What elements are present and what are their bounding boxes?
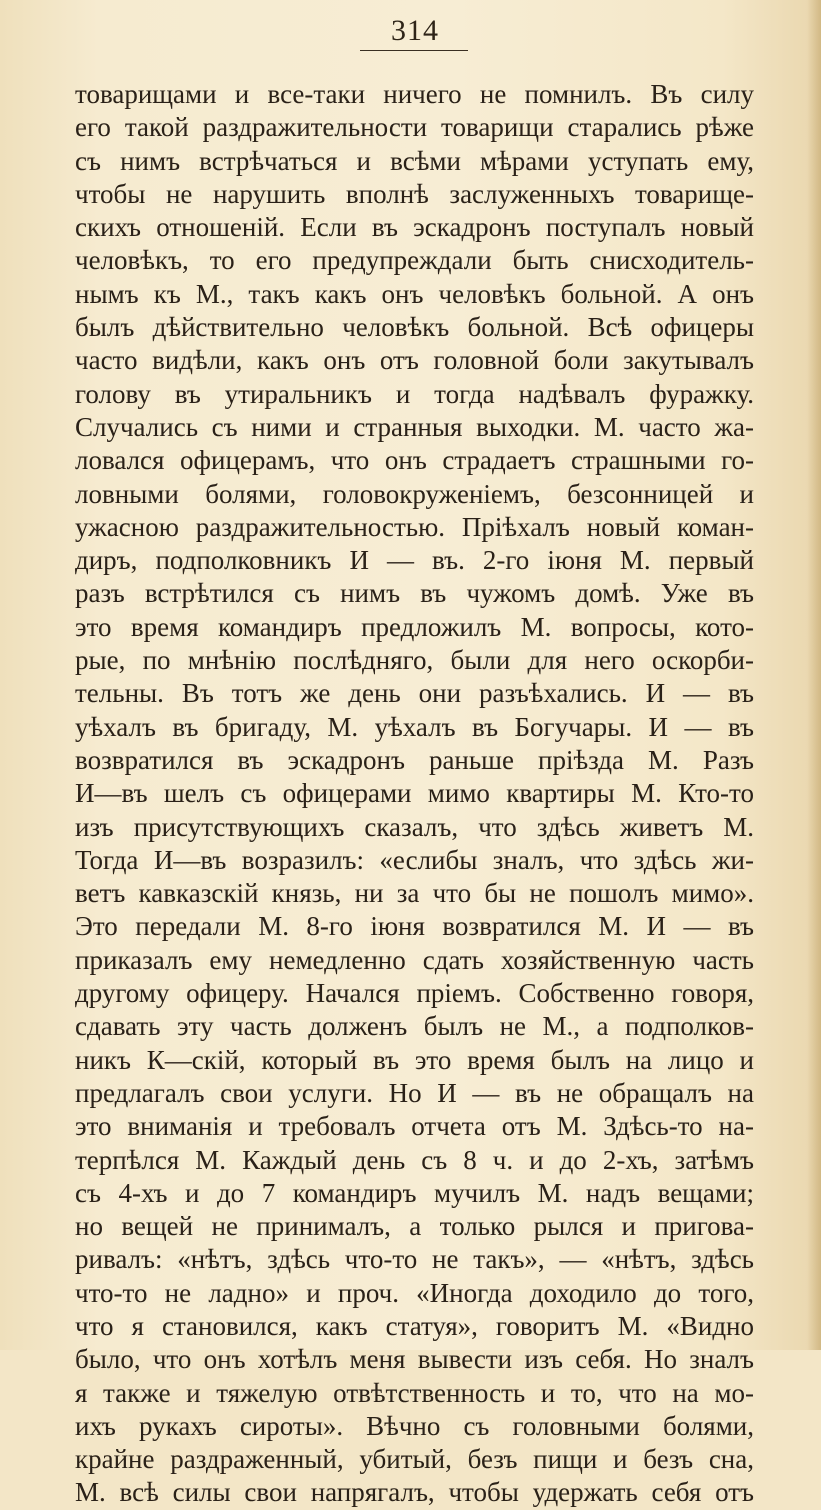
text-line: терпѣлся М. Каждый день съ 8 ч. и до 2-хъ, затѣмъ xyxy=(75,1144,754,1175)
text-line: диръ, подполковникъ И — въ. 2-го іюня М. первый xyxy=(75,545,754,576)
text-line: предлагалъ свои услуги. Но И — въ не обращалъ на xyxy=(75,1077,754,1108)
text-line: возвратился въ эскадронъ раньше пріѣзда М. Разъ xyxy=(75,744,754,775)
body-text xyxy=(75,78,754,1510)
text-line: рые, по мнѣнію послѣдняго, были для него оскорби- xyxy=(75,645,754,676)
text-line: Случались съ ними и странныя выходки. М. часто жа- xyxy=(75,411,754,442)
text-line: но вещей не принималъ, а только рылся и пригова- xyxy=(75,1211,754,1242)
text-line: это время командиръ предложилъ М. вопросы, кото- xyxy=(75,611,754,642)
text-line: ловался офицерамъ, что онъ страдаетъ страшными го- xyxy=(75,445,754,476)
text-line: Тогда И—въ возразилъ: «еслибы зналъ, что здѣсь жи- xyxy=(75,844,754,875)
text-line: изъ присутствующихъ сказалъ, что здѣсь живетъ М. xyxy=(75,811,754,842)
text-line: часто видѣли, какъ онъ отъ головной боли закутывалъ xyxy=(75,345,754,376)
text-line: ихъ рукахъ сироты». Вѣчно съ головными болями, xyxy=(75,1410,754,1441)
text-line: было, что онъ хотѣлъ меня вывести изъ себя. Но зналъ xyxy=(75,1344,754,1375)
text-line: И—въ шелъ съ офицерами мимо квартиры М. Кто-то xyxy=(75,778,754,809)
text-line: ветъ кавказскій князь, ни за что бы не пошолъ мимо». xyxy=(75,878,754,909)
page-number-rule xyxy=(360,50,468,51)
text-line: Это передали М. 8-го іюня возвратился М. И — въ xyxy=(75,911,754,942)
text-line: сдавать эту часть долженъ былъ не М., а подполков- xyxy=(75,1011,754,1042)
text-line: что-то не ладно» и проч. «Иногда доходило до того, xyxy=(75,1277,754,1308)
text-line: уѣхалъ въ бригаду, М. уѣхалъ въ Богучары. И — въ xyxy=(75,711,754,742)
text-line: приказалъ ему немедленно сдать хозяйственную часть xyxy=(75,944,754,975)
text-line: это вниманія и требовалъ отчета отъ М. Здѣсь-то на- xyxy=(75,1111,754,1142)
text-line: нымъ къ М., такъ какъ онъ человѣкъ больной. А онъ xyxy=(75,278,754,309)
text-line: тельны. Въ тотъ же день они разъѣхались. И — въ xyxy=(75,678,754,709)
text-line: съ нимъ встрѣчаться и всѣми мѣрами уступать ему, xyxy=(75,145,754,176)
page-number: 314 xyxy=(391,14,439,47)
text-line: другому офицеру. Начался пріемъ. Собственно говоря, xyxy=(75,978,754,1009)
page-edge-shadow xyxy=(807,0,821,1350)
text-line: что я становился, какъ статуя», говоритъ М. «Видно xyxy=(75,1310,754,1341)
text-line: я также и тяжелую отвѣтственность и то, что на мо- xyxy=(75,1377,754,1408)
text-line: ривалъ: «нѣтъ, здѣсь что-то не такъ», — «нѣтъ, здѣсь xyxy=(75,1244,754,1275)
text-line: былъ дѣйствительно человѣкъ больной. Всѣ офицеры xyxy=(75,312,754,343)
text-line: съ 4-хъ и до 7 командиръ мучилъ М. надъ вещами; xyxy=(75,1177,754,1208)
text-line: скихъ отношеній. Если въ эскадронъ поступалъ новый xyxy=(75,212,754,243)
text-line: ловными болями, головокруженіемъ, безсонницей и xyxy=(75,478,754,509)
text-line: товарищами и все-таки ничего не помнилъ. Въ силу xyxy=(75,79,754,109)
text-line: чтобы не нарушить вполнѣ заслуженныхъ товарище- xyxy=(75,178,754,209)
text-line: никъ К—скій, который въ это время былъ на лицо и xyxy=(75,1044,754,1075)
text-line: М. всѣ силы свои напрягалъ, чтобы удержать себя отъ xyxy=(75,1477,754,1508)
text-line: голову въ утиральникъ и тогда надѣвалъ фуражку. xyxy=(75,378,754,409)
text-line: крайне раздраженный, убитый, безъ пищи и безъ сна, xyxy=(75,1444,754,1475)
text-line: его такой раздражительности товарищи старались рѣже xyxy=(75,112,754,143)
text-line: ужасною раздражительностью. Пріѣхалъ новый коман- xyxy=(75,511,754,542)
text-line: человѣкъ, то его предупреждали быть снисходитель- xyxy=(75,245,754,276)
text-line: разъ встрѣтился съ нимъ въ чужомъ домѣ. Уже въ xyxy=(75,578,754,609)
